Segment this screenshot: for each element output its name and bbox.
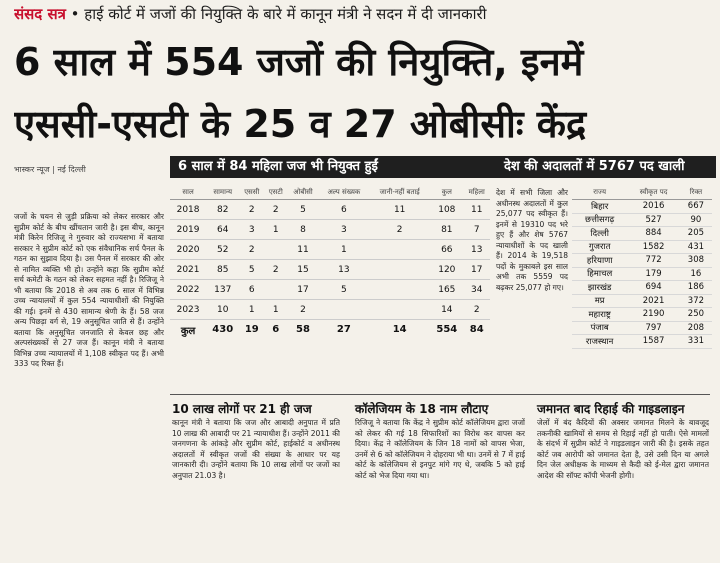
table-row: [170, 300, 490, 320]
table-cell: महाराष्ट्र: [572, 308, 627, 322]
table-cell: 13: [463, 240, 490, 260]
subhead-bail-guideline: जमानत बाद रिहाई की गाइडलाइन: [537, 402, 685, 416]
headline-line-2: एससी-एसटी के 25 व 27 ओबीसीः केंद्र: [14, 102, 587, 146]
table-cell: 2: [287, 300, 318, 320]
table-cell: 179: [627, 267, 679, 281]
vacancies-table: [572, 186, 712, 349]
table-cell: [319, 300, 370, 320]
table-cell: 2: [239, 240, 264, 260]
column-header: एसटी: [264, 186, 287, 200]
column-header: राज्य: [572, 186, 627, 200]
table-cell: 11: [287, 240, 318, 260]
total-cell: 19: [244, 324, 259, 335]
table-cell: 11: [463, 200, 490, 220]
headline-line-1: 6 साल में 554 जजों की नियुक्ति, इनमें: [14, 40, 584, 84]
table-cell: पंजाब: [572, 321, 627, 335]
total-cell: कुल: [180, 325, 196, 337]
table-cell: 15: [287, 260, 318, 280]
table-header-row: [170, 186, 490, 200]
judges-by-category-table: [170, 186, 490, 339]
table-cell: बिहार: [572, 200, 627, 214]
table-cell: 5: [239, 260, 264, 280]
table-row: [572, 308, 712, 322]
table-cell: 165: [430, 280, 463, 300]
table-cell: 250: [680, 308, 712, 322]
table-cell: 10: [206, 300, 239, 320]
total-row: [170, 320, 490, 340]
table-cell: हिमाचल: [572, 267, 627, 281]
table-cell: 81: [430, 220, 463, 240]
table-cell: 3: [239, 220, 264, 240]
table-cell: 137: [206, 280, 239, 300]
table-cell: 527: [627, 213, 679, 227]
table-cell: छत्तीसगढ़: [572, 213, 627, 227]
table-cell: 7: [463, 220, 490, 240]
table-cell: [369, 280, 430, 300]
kicker-label: संसद सत्र: [14, 5, 66, 23]
section2-title: देश की अदालतों में 5767 पद खाली: [496, 156, 716, 178]
horizontal-divider: [170, 394, 710, 395]
table-cell: दिल्ली: [572, 227, 627, 241]
table-row: [572, 335, 712, 349]
table-cell: 2019: [170, 220, 206, 240]
table-cell: 2021: [627, 294, 679, 308]
table-cell: 64: [206, 220, 239, 240]
table-cell: 2016: [627, 200, 679, 214]
table-cell: 34: [463, 280, 490, 300]
table-cell: 90: [680, 213, 712, 227]
table-cell: 884: [627, 227, 679, 241]
table-row: [572, 240, 712, 254]
table-cell: मप्र: [572, 294, 627, 308]
table-cell: 11: [369, 200, 430, 220]
total-cell: 84: [469, 324, 484, 335]
table-cell: 667: [680, 200, 712, 214]
table-cell: 2: [369, 220, 430, 240]
table-row: [572, 254, 712, 268]
column-header: कुल: [430, 186, 463, 200]
table-cell: 2021: [170, 260, 206, 280]
table-row: [572, 227, 712, 241]
table-cell: [264, 240, 287, 260]
kicker-line: [14, 4, 714, 32]
total-cell: 6: [272, 324, 280, 335]
table-row: [572, 281, 712, 295]
table-row: [170, 280, 490, 300]
table-cell: 331: [680, 335, 712, 349]
text-collegium: रिजिजू ने बताया कि केंद्र ने सुप्रीम कोर्ट कॉलेजियम द्वारा जजों को लेकर की गई 18 सिफारिशों का विरोध कर वापस कर दिया। केंद्र ने कॉलेजियम के जिन 18 नामों को वापस भेजा, उनमें से 6 को कॉलेजियम ने दोहराया भी था। उनमें से 7 में हाई कोर्ट के कॉलेजियम से इनपुट मांगे गए थे, जबकि 5 को हाई कोर्ट को भेज दिया गया था।: [355, 418, 525, 480]
total-cell: 14: [392, 324, 407, 335]
section1-title: 6 साल में 84 महिला जज भी नियुक्त हुईं: [170, 156, 500, 178]
table-cell: 2: [264, 200, 287, 220]
subhead-judge-ratio: 10 लाख लोगों पर 21 ही जज: [172, 402, 312, 416]
table-cell: 3: [319, 220, 370, 240]
table-cell: 797: [627, 321, 679, 335]
column-header: साल: [170, 186, 206, 200]
table-cell: 16: [680, 267, 712, 281]
table-cell: 2020: [170, 240, 206, 260]
table-cell: 2: [463, 300, 490, 320]
table-cell: 2022: [170, 280, 206, 300]
table-cell: 1: [239, 300, 264, 320]
subhead-collegium: कॉलेजियम के 18 नाम लौटाए: [355, 402, 489, 416]
total-cell: 554: [436, 324, 458, 335]
table-cell: 772: [627, 254, 679, 268]
table-cell: 13: [319, 260, 370, 280]
column-header: ओबीसी: [287, 186, 318, 200]
table-cell: 5: [287, 200, 318, 220]
table-cell: [369, 240, 430, 260]
column-header: महिला: [463, 186, 490, 200]
table-cell: 120: [430, 260, 463, 280]
total-cell: 27: [336, 324, 351, 335]
table-cell: 1: [264, 220, 287, 240]
table-row: [572, 267, 712, 281]
column-header: अल्प संख्यक: [319, 186, 370, 200]
table-cell: 2018: [170, 200, 206, 220]
table-cell: 6: [319, 200, 370, 220]
table-cell: 694: [627, 281, 679, 295]
kicker-separator: •: [65, 5, 85, 23]
table-cell: 2190: [627, 308, 679, 322]
table-cell: 17: [287, 280, 318, 300]
column-header: एससी: [239, 186, 264, 200]
table-row: [170, 260, 490, 280]
table-cell: 2023: [170, 300, 206, 320]
table-cell: गुजरात: [572, 240, 627, 254]
table-cell: 8: [287, 220, 318, 240]
column-header: जानी-नहीं बताई: [369, 186, 430, 200]
table-cell: झारखंड: [572, 281, 627, 295]
table-cell: हरियाणा: [572, 254, 627, 268]
byline: भास्कर न्यूज | नई दिल्ली: [14, 165, 86, 174]
table-cell: 6: [239, 280, 264, 300]
kicker-text: हाई कोर्ट में जजों की नियुक्ति के बारे में कानून मंत्री ने सदन में दी जानकारी: [84, 5, 487, 23]
table-cell: 431: [680, 240, 712, 254]
table-row: [170, 220, 490, 240]
section2-text: देश में सभी जिला और अधीनस्थ अदालतों में कुल 25,077 पद स्वीकृत हैं। इनमें से 19310 पद भरे हुए हैं और शेष 5767 न्यायाधीशों के पद खाली हैं। 2014 के 19,518 पदों के मुकाबले इस साल अभी तक 5559 पद बढ़कर 25,077 हो गए।: [496, 188, 568, 292]
table-row: [572, 200, 712, 214]
table-cell: 108: [430, 200, 463, 220]
table-cell: 1: [319, 240, 370, 260]
column-header: सामान्य: [206, 186, 239, 200]
table-cell: [369, 300, 430, 320]
table-row: [572, 294, 712, 308]
table-cell: 308: [680, 254, 712, 268]
column-header: रिक्त: [680, 186, 712, 200]
column-header: स्वीकृत पद: [627, 186, 679, 200]
table-cell: 2: [264, 260, 287, 280]
table-cell: 186: [680, 281, 712, 295]
text-bail-guideline: जेलों में बंद कैदियों की अक्सर जमानत मिलने के बावजूद तकनीकी खामियों से समय से रिहाई नहीं हो पाती। ऐसे मामलों के संदर्भ में सुप्रीम कोर्ट ने गाइडलाइन जारी की है। इसके तहत कोर्ट जब आरोपी को जमानत देता है, उसे उसी दिन या अगले दिन जेल अधीक्षक के माध्यम से कैदी को ई-मेल द्वारा जमानत आदेश की सॉफ्ट कॉपी भेजनी होगी।: [537, 418, 709, 480]
table-cell: [264, 280, 287, 300]
table-header-row: [572, 186, 712, 200]
table-cell: 5: [319, 280, 370, 300]
total-cell: 430: [212, 324, 234, 335]
table-cell: 205: [680, 227, 712, 241]
table-cell: 52: [206, 240, 239, 260]
table-cell: 82: [206, 200, 239, 220]
table-cell: 372: [680, 294, 712, 308]
left-column-text: जजों के चयन से जुड़ी प्रक्रिया को लेकर सरकार और सुप्रीम कोर्ट के बीच खींचतान जारी है। इस बीच, कानून मंत्री किरेन रिजिजू ने गुरुवार को राज्यसभा में बताया सरकार ने सुप्रीम कोर्ट को एक संवैधानिक सर्च पैनल के गठन का सुझाव दिया है। उस पैनल में सरकार की ओर से नामित व्यक्ति भी हो। उन्होंने कहा कि सुप्रीम कोर्ट सर्च कमेटी के गठन को लेकर सहमत नहीं है। रिजिजू ने भी बताया कि 2018 से अब तक 6 साल में विभिन्न उच्च न्यायालयों में कुल 554 न्यायाधीशों की नियुक्ति की गई। इनमें से 430 सामान्य श्रेणी के हैं। 58 जज अन्य पिछड़ा वर्ग से, 19 अनुसूचित जाति से हैं। उन्होंने बताया कि अनुसूचित जनजाति से केवल छह और अल्पसंख्यकों से 27 जज हैं। कानून मंत्री ने बताया विभिन्न उच्च न्यायालयों में 1,108 स्वीकृत पद हैं। अभी 333 पद रिक्त हैं।: [14, 212, 164, 368]
table-cell: 1582: [627, 240, 679, 254]
table-cell: 14: [430, 300, 463, 320]
table-cell: 1: [264, 300, 287, 320]
table-row: [572, 321, 712, 335]
table-cell: राजस्थान: [572, 335, 627, 349]
table-cell: 66: [430, 240, 463, 260]
table-cell: 17: [463, 260, 490, 280]
table-cell: [369, 260, 430, 280]
table-cell: 1587: [627, 335, 679, 349]
table-row: [572, 213, 712, 227]
table-row: [170, 200, 490, 220]
table-cell: 2: [239, 200, 264, 220]
text-judge-ratio: कानून मंत्री ने बताया कि जज और आबादी अनुपात में प्रति 10 लाख की आबादी पर 21 न्यायाधीश हैं। उन्होंने 2011 की जनगणना के आंकड़े और सुप्रीम कोर्ट, हाईकोर्ट व अधीनस्थ अदालतों में स्वीकृत जजों की संख्या के आधार पर यह जानकारी दी। उन्होंने बताया कि 10 लाख लोगों पर जजों का अनुपात 21.03 है।: [172, 418, 340, 480]
total-cell: 58: [296, 324, 310, 335]
table-cell: 85: [206, 260, 239, 280]
table-cell: 208: [680, 321, 712, 335]
table-row: [170, 240, 490, 260]
